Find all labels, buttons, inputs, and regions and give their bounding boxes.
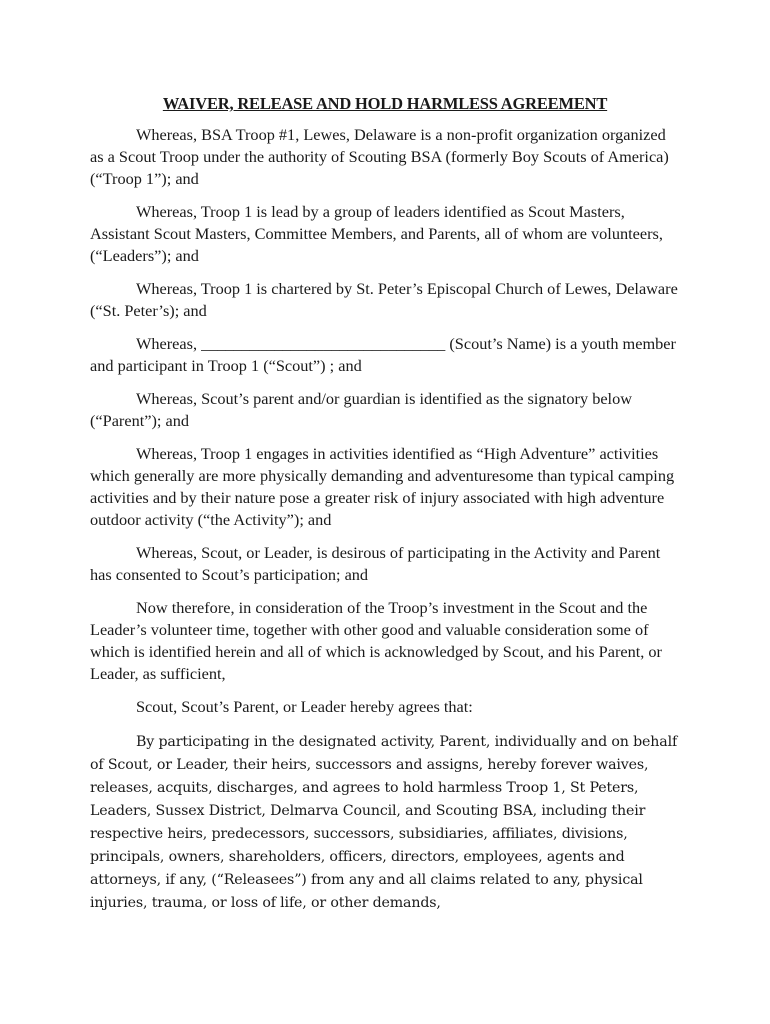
recital-parent: Whereas, Scout’s parent and/or guardian is identified as the signatory below (“Parent”); and xyxy=(90,389,632,430)
recital-leaders: Whereas, Troop 1 is lead by a group of leaders identified as Scout Masters, Assistant Scout Masters, Committee Members, and Parents, all of whom are volunteers, (“Leaders”); and xyxy=(90,202,663,265)
document-title: WAIVER, RELEASE AND HOLD HARMLESS AGREEMENT xyxy=(162,94,608,113)
recital-troop: Whereas, BSA Troop #1, Lewes, Delaware is a non-profit organization organized as a Scout Troop under the authority of Scouting BSA (formerly Boy Scouts of America) (“Troop 1”); and xyxy=(90,125,669,188)
release-clause: By participating in the designated activity, Parent, individually and on behalf of Scout, or Leader, their heirs, successors and assigns, hereby forever waives, releases, acquits, discharges, and agrees to hold harmless Troop 1, St Peters, Leaders, Sussex District, Delmarva Council, and Scouting BSA, including their respective heirs, predecessors, successors, subsidiaries, affiliates, divisions, principals, owners, shareholders, officers, directors, employees, agents and attorneys, if any, (“Releasees”) from any and all claims related to any, physical injuries, trauma, or loss of life, or other demands, xyxy=(90,734,678,911)
recital-high-adventure: Whereas, Troop 1 engages in activities identified as “High Adventure” activities which generally are more physically demanding and adventuresome than typical camping activities and by their nature pose a greater risk of injury associated with high adventure outdoor activity (“the Activity”); and xyxy=(90,444,675,529)
recital-scout-name: Whereas, ______________________________ (Scout’s Name) is a youth member and participant in Troop 1 (“Scout”) ; and xyxy=(90,334,676,375)
recital-charter: Whereas, Troop 1 is chartered by St. Peter’s Episcopal Church of Lewes, Delaware (“St. Peter’s); and xyxy=(90,279,678,320)
document-body xyxy=(90,124,680,926)
recital-consent: Whereas, Scout, or Leader, is desirous of participating in the Activity and Parent has consented to Scout’s participation; and xyxy=(90,543,661,584)
consideration-clause: Now therefore, in consideration of the Troop’s investment in the Scout and the Leader’s volunteer time, together with other good and valuable consideration some of which is identified herein and all of which is acknowledged by Scout, and his Parent, or Leader, as sufficient, xyxy=(90,598,662,683)
agreement-intro: Scout, Scout’s Parent, or Leader hereby agrees that: xyxy=(136,697,473,716)
